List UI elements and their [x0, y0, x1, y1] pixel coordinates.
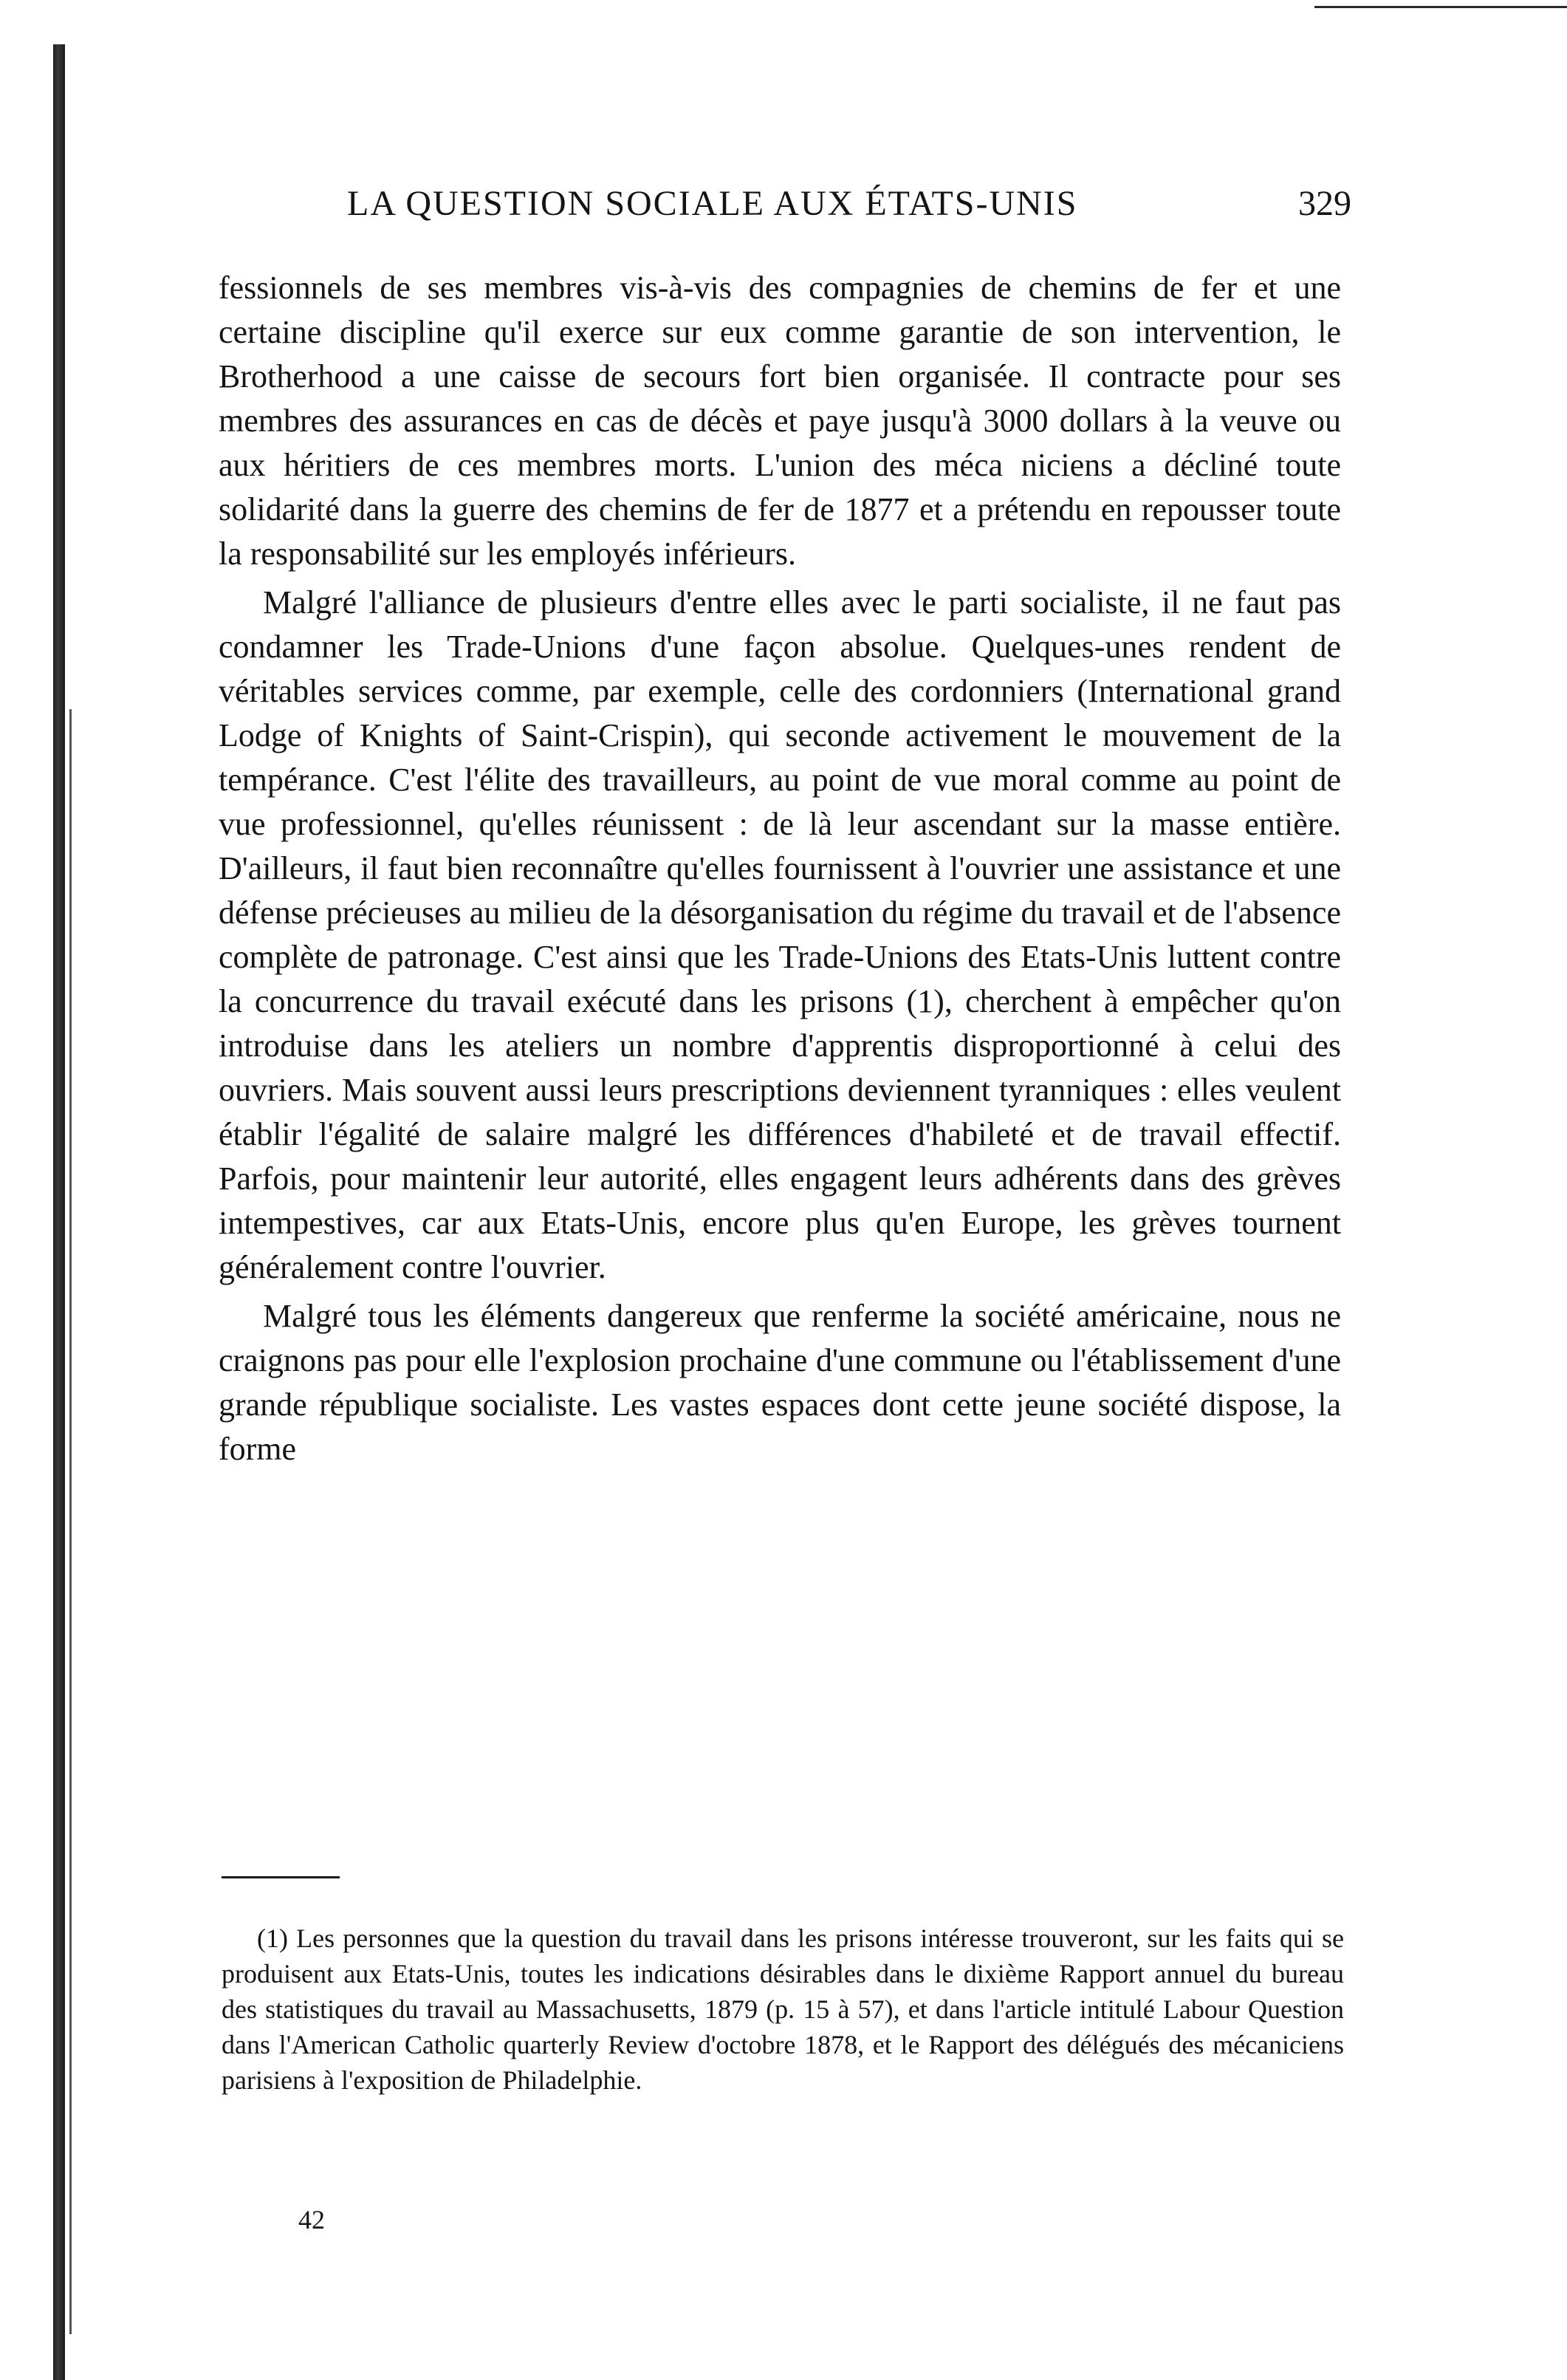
top-border-line [1314, 6, 1567, 8]
paragraph: fessionnels de ses membres vis-à-vis des compagnies de chemins de fer et une certaine discipline qu'il exerce sur eux comme garantie de son intervention, le Brotherhood a une caisse de secours fort bien organisée. Il contracte pour ses membres des assurances en cas de décès et paye jusqu'à 3000 dollars à la veuve ou aux héritiers de ces membres morts. L'union des méca niciens a décliné toute solidarité dans la guerre des chemins de fer de 1877 et a prétendu en repousser toute la responsabilité sur les employés inférieurs. [219, 270, 1341, 572]
paragraph: Malgré tous les éléments dangereux que renferme la société américaine, nous ne craignons pas pour elle l'explosion prochaine d'une commune ou l'établissement d'une grande république socialiste. Les vastes espaces dont cette jeune société dispose, la forme [219, 1298, 1341, 1467]
footnote-separator [222, 1876, 340, 1878]
signature-mark: 42 [298, 2205, 325, 2234]
paragraph: Malgré l'alliance de plusieurs d'entre elles avec le parti socialiste, il ne faut pas condamner les Trade-Unions d'une façon absolue. Quelques-unes rendent de véritables services comme, par exemple, celle des cordonniers (International grand Lodge of Knights of Saint-Crispin), qui seconde activement le mouvement de la tempérance. C'est l'élite des travailleurs, au point de vue moral comme au point de vue professionnel, qu'elles réunissent : de là leur ascendant sur la masse entière. D'ailleurs, il faut bien reconnaître qu'elles fournissent à l'ouvrier une assistance et une défense précieuses au milieu de la désorganisation du régime du travail et de l'absence complète de patronage. C'est ainsi que les Trade-Unions des Etats-Unis luttent contre la concurrence du travail exécuté dans les prisons (1), cherchent à empêcher qu'on introduise dans les ateliers un nombre d'apprentis disproportionné à celui des ouvriers. Mais souvent aussi leurs prescriptions deviennent tyranniques : elles veulent établir l'égalité de salaire malgré les différences d'habileté et de travail effectif. Parfois, pour maintenir leur autorité, elles engagent leurs adhérents dans des grèves intempestives, car aux Etats-Unis, encore plus qu'en Europe, les grèves tournent généralement contre l'ouvrier. [219, 584, 1341, 1285]
scan-binding-shadow [69, 709, 72, 2334]
page-header [347, 183, 1351, 242]
page-number: 329 [1298, 184, 1351, 223]
footnote: (1) Les personnes que la question du travail dans les prisons intéresse trouveront, sur les faits qui se produisent aux Etats-Unis, toutes les indications désirables dans le dixième Rapport annuel du bureau des statistiques du travail au Massachusetts, 1879 (p. 15 à 57), et dans l'article intitulé Labour Question dans l'American Catholic quarterly Review d'octobre 1878, et le Rapport des délégués des mécaniciens parisiens à l'exposition de Philadelphie. [222, 1924, 1344, 2095]
running-title: LA QUESTION SOCIALE AUX ÉTATS-UNIS [347, 184, 1078, 223]
body-text [219, 266, 1341, 1471]
scan-binding-edge [53, 44, 65, 2380]
